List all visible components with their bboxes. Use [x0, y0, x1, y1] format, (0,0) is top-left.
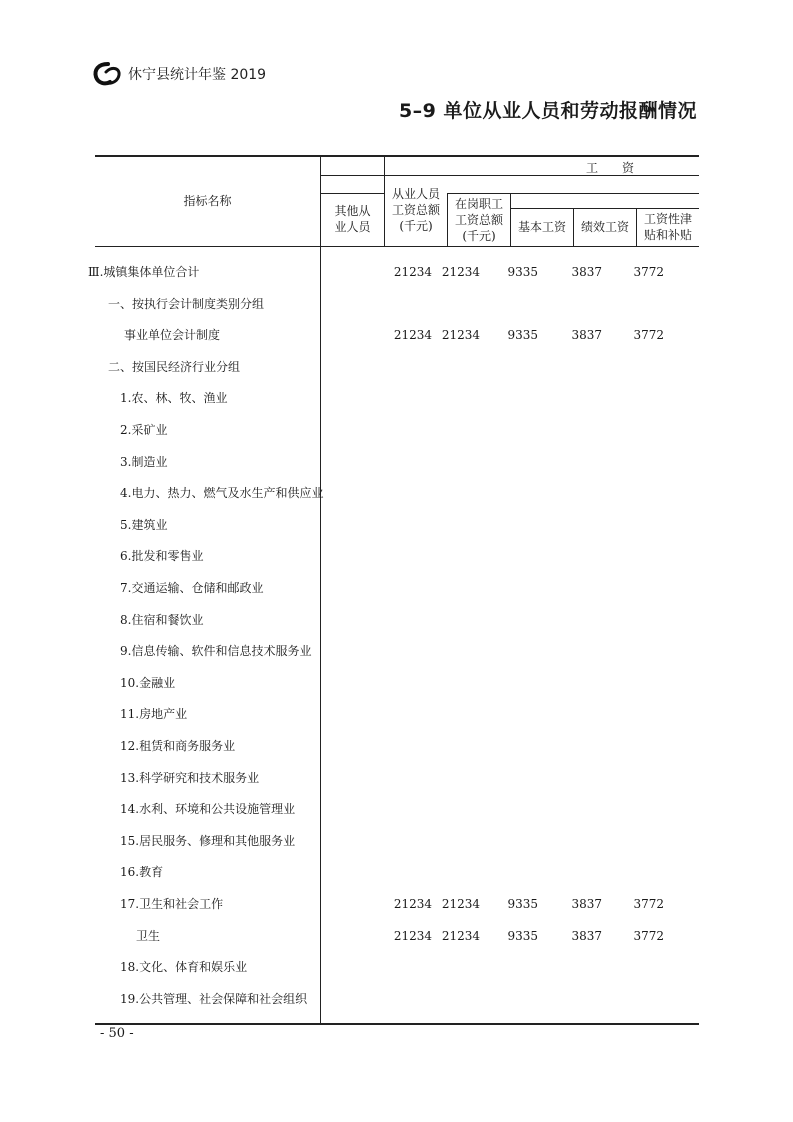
row-value: 3837: [571, 265, 602, 279]
table-row: [0, 641, 793, 661]
row-label: 7.交通运输、仓储和邮政业: [120, 581, 264, 595]
table-row: [0, 926, 793, 946]
table-row: [0, 736, 793, 756]
row-label: Ⅲ.城镇集体单位合计: [88, 265, 200, 279]
header-rule-other-2: [321, 193, 384, 194]
row-value: 9335: [507, 928, 538, 943]
table-row: [0, 515, 793, 535]
table-row: [0, 894, 793, 914]
row-label: 8.住宿和餐饮业: [120, 612, 204, 627]
header-rule-sub: [510, 208, 699, 209]
header-other: [321, 203, 384, 235]
yearbook-logo-icon: [92, 60, 124, 88]
row-label: 13.科学研究和技术服务业: [120, 770, 260, 785]
row-value: 3837: [571, 897, 602, 911]
row-label: 1.农、林、牧、渔业: [120, 391, 228, 406]
table-row: [0, 673, 793, 693]
header-onpost-line2: 工资总额: [454, 213, 503, 227]
row-value: 21234: [393, 328, 432, 343]
row-label: 16.教育: [120, 865, 164, 880]
table-row: [0, 294, 793, 314]
header-total-wage: [385, 186, 447, 234]
table-row: [0, 799, 793, 819]
row-value: 9335: [507, 897, 538, 911]
page-number: - 50 -: [100, 1026, 134, 1041]
row-label: 12.租赁和商务服务业: [120, 739, 236, 753]
row-value: 21234: [441, 897, 480, 911]
row-label: 一、按执行会计制度类别分组: [108, 296, 265, 311]
table-top-rule: [95, 155, 699, 157]
row-value: 21234: [393, 265, 432, 279]
row-label: 卫生: [136, 928, 161, 943]
header-rule-onpost: [447, 193, 699, 194]
table-row: [0, 483, 793, 503]
table-row: [0, 989, 793, 1009]
row-label: 18.文化、体育和娱乐业: [120, 960, 248, 975]
row-value: 21234: [393, 897, 432, 911]
page-title: 5–9 单位从业人员和劳动报酬情况: [398, 100, 697, 122]
row-label: 15.居民服务、修理和其他服务业: [120, 833, 296, 848]
row-label: 5.建筑业: [120, 517, 168, 532]
table-row: [0, 578, 793, 598]
row-label: 6.批发和零售业: [120, 549, 204, 564]
row-label: 二、按国民经济行业分组: [108, 359, 241, 374]
header-onpost-wage: [448, 196, 510, 244]
header-bottom-rule: [95, 246, 699, 247]
row-value: 9335: [507, 265, 538, 279]
header-other-line1: 其他从: [334, 204, 371, 218]
table-row: [0, 546, 793, 566]
header-rule-other: [321, 175, 384, 176]
book-title: 休宁县统计年鉴 2019: [128, 67, 267, 83]
row-value: 3837: [571, 928, 602, 943]
table-bottom-rule: [95, 1023, 699, 1025]
table-row: [0, 957, 793, 977]
row-label: 3.制造业: [120, 454, 168, 469]
row-label: 2.采矿业: [120, 423, 168, 437]
header-total-line1: 从业人员: [391, 187, 440, 201]
header-onpost-line1: 在岗职工: [454, 197, 503, 211]
table-row: [0, 831, 793, 851]
table-row: [0, 420, 793, 440]
row-value: 21234: [441, 928, 480, 943]
header-perf-wage: 绩效工资: [580, 220, 629, 234]
table-row: [0, 262, 793, 282]
header-allowance: [637, 211, 699, 243]
header-allowance-line1: 工资性津: [643, 212, 692, 226]
header-allowance-line2: 贴和补贴: [643, 228, 692, 242]
table-row: [0, 357, 793, 377]
row-value: 3772: [633, 897, 664, 911]
row-value: 3837: [571, 328, 602, 343]
table-row: [0, 768, 793, 788]
row-label: 19.公共管理、社会保障和社会组织: [120, 991, 308, 1006]
row-label: 10.金融业: [120, 675, 176, 690]
header-wage-group: 工 资: [585, 161, 634, 175]
row-value: 21234: [441, 265, 480, 279]
header-other-line2: 业人员: [334, 220, 371, 234]
row-value: 9335: [507, 328, 538, 343]
table-row: [0, 704, 793, 724]
table-row: [0, 610, 793, 630]
row-label: 4.电力、热力、燃气及水生产和供应业: [120, 486, 324, 501]
header-indicator: 指标名称: [183, 194, 232, 208]
row-label: 事业单位会计制度: [124, 328, 221, 343]
table-row: [0, 452, 793, 472]
row-value: 3772: [633, 328, 664, 343]
header-onpost-line3: (千元): [462, 229, 496, 243]
table-row: [0, 325, 793, 345]
header-total-line3: (千元): [399, 219, 433, 233]
row-label: 9.信息传输、软件和信息技术服务业: [120, 644, 312, 659]
row-value: 3772: [633, 928, 664, 943]
row-value: 21234: [393, 928, 432, 943]
table-row: [0, 388, 793, 408]
row-value: 21234: [441, 328, 480, 343]
row-label: 14.水利、环境和公共设施管理业: [120, 802, 296, 817]
row-label: 17.卫生和社会工作: [120, 897, 224, 911]
header-total-line2: 工资总额: [391, 203, 440, 217]
row-value: 3772: [633, 265, 664, 279]
row-label: 11.房地产业: [120, 707, 188, 722]
header-basic-wage: 基本工资: [517, 220, 566, 234]
table-row: [0, 862, 793, 882]
